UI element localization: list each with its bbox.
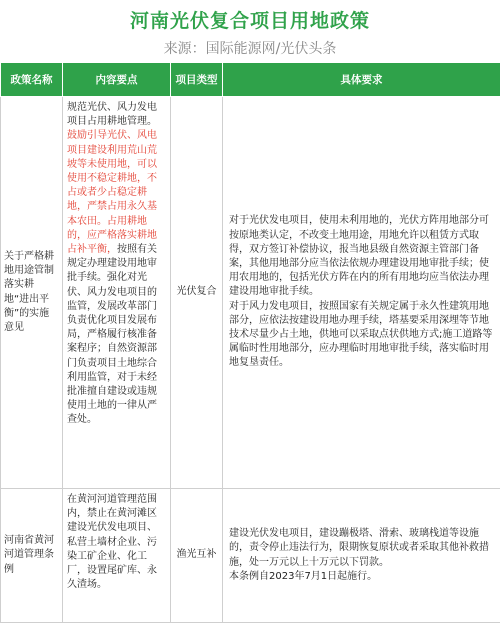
content-cell: 在黄河河道管理范围内，禁止在黄河滩区建设光伏发电项目、私营土墙材企业、污染工矿企业、化工厂，设置尾矿库、永久渣场。 [63,489,171,623]
policy-table [0,62,500,623]
requirement-paragraph: 对于光伏发电项目，使用未利用地的，光伏方阵用地部分可按原地类认定，不改变土地用途，用地允许以租赁方式取得，双方签订补偿协议，报当地县级自然资源主管部门备案，其他用地部分应当依法依规办理建设用地审批手续；使用农用地的，包括光伏方阵在内的所有用地均应当依法办理建设用地审批手续。 [229,215,489,298]
policy-name-cell: 关于严格耕地用途管制落实耕地“进出平衡”的实施意见 [1,97,63,489]
content-cell [63,97,171,489]
policy-name-cell: 河南省黄河河道管理条例 [1,489,63,623]
content-highlight-text: 鼓励引导光伏、风电项目建设利用荒山荒坡等未使用地，可以使用不稳定耕地，不占或者少占稳定耕地，严禁占用永久基本农田。占用耕地的，应严格落实耕地占补平衡， [67,130,157,256]
content-text: 按照有关规定办理建设用地审批手续。强化对光伏、风力发电项目的监管，发展改革部门负责优化项目发展布局，严格履行核准备案程序；自然资源部门负责项目土地综合利用监管，对于未经批准擅自建设或违规使用土地的一律从严查处。 [67,244,157,426]
column-header-requirements: 具体要求 [223,63,500,97]
table-row [1,489,500,623]
project-type-cell: 光伏复合 [171,97,223,489]
requirement-paragraph: 对于风力发电项目，按照国家有关规定属于永久性建筑用地部分，应依法按建设用地办理手续，塔基要采用深埋等节地技术尽量少占土地，供地可以采取点状供地方式;施工道路等属临时性用地部分，应办理临时用地审批手续，落实临时用地复垦责任。 [229,300,493,369]
source-line: 来源：国际能源网/光伏头条 [163,41,337,57]
requirement-paragraph: 本条例自2023年7月1日起施行。 [229,570,378,582]
content-text: 规范光伏、风力发电项目占用耕地管理。 [67,102,157,128]
column-header-content: 内容要点 [63,63,171,97]
requirement-paragraph: 建设光伏发电项目，建设蹦极塔、滑索、玻璃栈道等设施的，责令停止违法行为，限期恢复原状或者采取其他补救措施，处一万元以上十万元以下罚款。 [229,528,489,568]
project-type-cell: 渔光互补 [171,489,223,623]
page-title: 河南光伏复合项目用地政策 [129,10,370,32]
column-header-project-type: 项目类型 [171,63,223,97]
requirements-cell [223,97,500,489]
table-header-row [1,63,500,97]
column-header-policy-name: 政策名称 [1,63,63,97]
requirements-cell [223,489,500,623]
table-row [1,97,500,489]
